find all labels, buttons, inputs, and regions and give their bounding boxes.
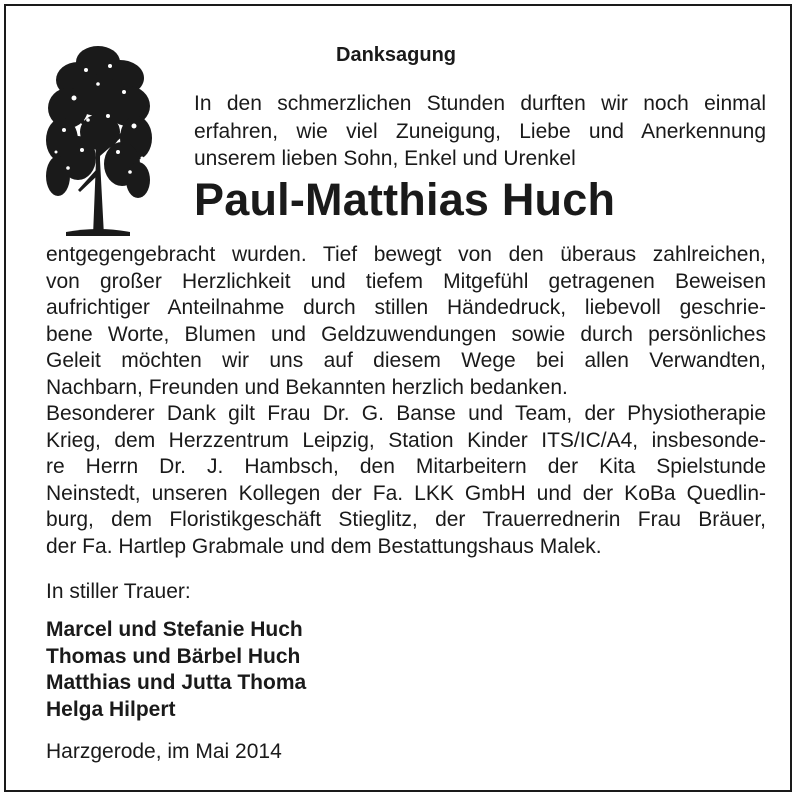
body-line: entgegengebracht wurden. Tief bewegt von den überaus zahlreichen, [46,243,766,266]
intro-paragraph [194,90,766,173]
mourners-list [46,617,306,723]
birch-tree-icon [38,40,156,236]
body-line: re Herrn Dr. J. Hambsch, den Mitarbeitern der Kita Spielstunde [46,455,766,478]
mourner-name: Helga Hilpert [46,697,176,721]
intro-line: unserem lieben Sohn, Enkel und Urenkel [194,147,576,170]
body-line: aufrichtiger Anteilnahme durch stillen Händedruck, liebevoll geschrie- [46,296,766,319]
mourning-label: In stiller Trauer: [46,580,191,603]
mourner-name: Thomas und Bärbel Huch [46,644,301,668]
mourner-name: Matthias und Jutta Thoma [46,671,307,694]
body-line: burg, dem Floristikgeschäft Stieglitz, der Trauerrednerin Frau Bräuer, [46,508,766,531]
body-paragraph [46,242,766,560]
body-line: Geleit möchten wir uns auf diesem Wege bei allen Verwandten, [46,349,766,372]
intro-line: In den schmerzlichen Stunden durften wir noch einmal [194,92,766,115]
deceased-name: Paul-Matthias Huch [194,174,616,225]
body-line: bene Worte, Blumen und Geldzuwendungen sowie durch persönliches [46,322,766,346]
mourner-name: Marcel und Stefanie Huch [46,618,303,641]
body-line: Neinstedt, unseren Kollegen der Fa. LKK GmbH und der KoBa Quedlin- [46,481,766,505]
obituary-notice [4,4,792,792]
heading-danksagung: Danksagung [336,44,457,66]
body-line: von großer Herzlichkeit und tiefem Mitgefühl getragenen Beweisen [46,269,766,293]
intro-line: erfahren, wie viel Zuneigung, Liebe und Anerkennung [194,119,766,143]
body-line: Besonderer Dank gilt Frau Dr. G. Banse und Team, der Physiotherapie [46,402,766,425]
body-line: Krieg, dem Herzzentrum Leipzig, Station Kinder ITS/IC/A4, insbesonde- [46,428,766,452]
body-line: Nachbarn, Freunden und Bekannten herzlich bedanken. [46,375,568,399]
place-date: Harzgerode, im Mai 2014 [46,740,282,763]
body-line: der Fa. Hartlep Grabmale und dem Bestattungshaus Malek. [46,534,602,558]
